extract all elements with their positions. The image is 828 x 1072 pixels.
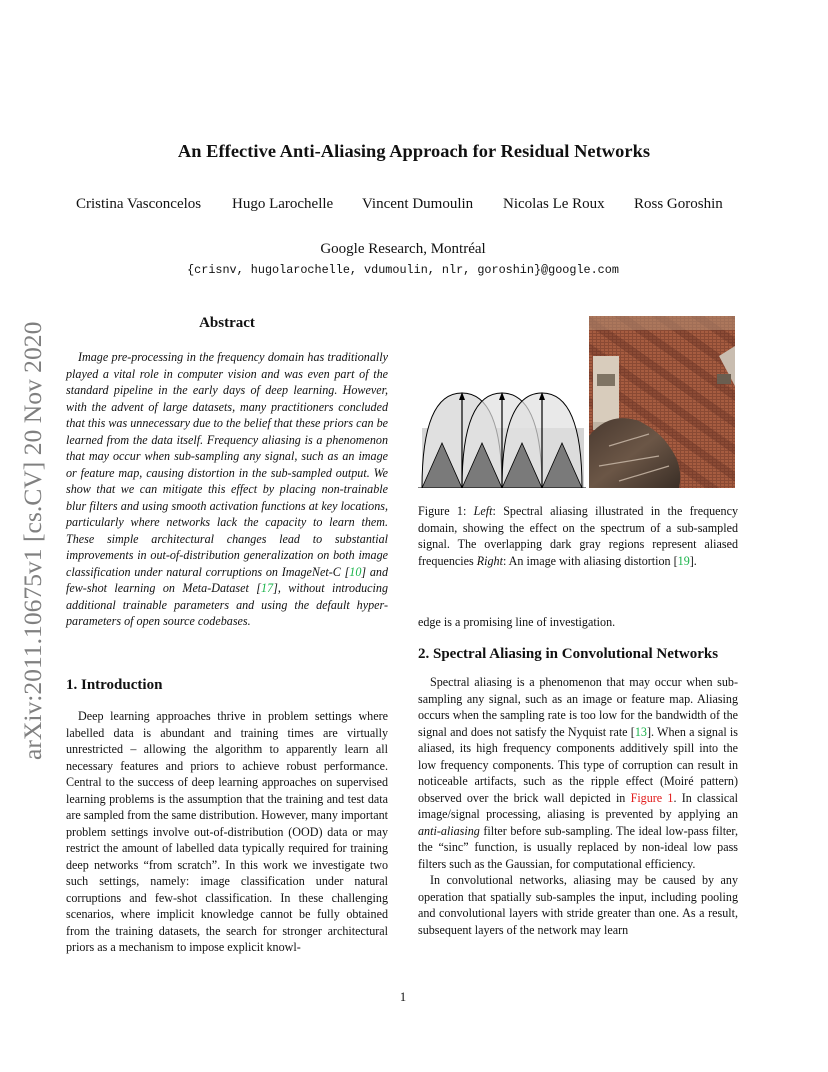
abstract-text: Image pre-processing in the frequency domain has traditionally played a vital role in computer vision and was even part of the standard pipeline in the early days of deep learning. However, with the advent of large datasets, many practitioners concluded that this was unnecessary due to the belief that these priors can be learned from the data itself. Frequency aliasing is a phenomenon that may occur when sub-sampling any signal, such as an image or feature map, causing distortion in the sub-sampled output. We show that we can mitigate this effect by placing non-trainable blur filters and using smooth activation functions at key locations, particularly where networks lack the capacity to learn them. These simple architectural changes lead to substantial improvements in out-of-distribution generalization on both image classification under natural corruptions on ImageNet-C [10] and few-shot learning on Meta-Dataset [17], without introducing additional trainable parameters and using the default hyper-parameters of open source codebases. — [66, 350, 388, 628]
author-name: Ross Goroshin — [634, 196, 723, 212]
citation-link[interactable]: 13 — [634, 724, 647, 739]
author-name: Nicolas Le Roux — [503, 196, 605, 212]
arxiv-stamp: arXiv:2011.10675v1 [cs.CV] 20 Nov 2020 — [18, 321, 47, 760]
paragraph: In convolutional networks, aliasing may be caused by any operation that spatially sub-samples the input, including pooling and convolutional layers with stride greater than one. As a result, subsequent layers of the network may learn — [418, 873, 738, 937]
continued-text: edge is a promising line of investigation. — [418, 615, 616, 629]
section-2-text — [418, 674, 738, 938]
introduction-text: Deep learning approaches thrive in problem settings where labelled data is abundant and training times are virtually unrestricted – allowing the algorithm to apparently learn all necessary features and priors to achieve robust performance. Central to the success of deep learning approaches on supervised learning problems is the assumption that the training and test data are sampled from the same distribution. However, many important problem settings involve out-of-distribution (OOD) data or may restrict the amount of labelled data typically required for training deep networks “from scratch”. In this work we investigate two such settings, namely: image classification under natural corruptions and few-shot classification. In these challenging scenarios, where implicit knowledge cannot be fully obtained from the training datasets, the search for stronger architectural priors as a mechanism to impose explicit knowl- — [66, 709, 388, 954]
author-emails: {crisnv, hugolarochelle, vdumoulin, nlr, goroshin}@google.com — [187, 263, 619, 277]
author-name: Hugo Larochelle — [232, 196, 334, 212]
author-name: Cristina Vasconcelos — [76, 196, 202, 212]
citation-link[interactable]: 10 — [349, 564, 362, 579]
citation-link[interactable]: 17 — [261, 581, 274, 595]
section-heading-introduction: 1. Introduction — [66, 677, 163, 693]
figure-1-caption: Figure 1: Left: Spectral aliasing illustrated in the frequency domain, showing the effect on the spectrum of a sub-sampled signal. The overlapping dark gray regions represent aliased frequencies Right: An image with aliasing distortion [19]. — [418, 504, 738, 568]
affiliation: Google Research, Montréal — [320, 241, 486, 257]
spectral-aliasing-figure — [418, 388, 586, 488]
author-name: Vincent Dumoulin — [362, 196, 474, 212]
page-number: 1 — [399, 990, 407, 1004]
abstract-heading: Abstract — [199, 315, 255, 331]
section-heading-spectral-aliasing: 2. Spectral Aliasing in Convolutional Networks — [418, 646, 719, 662]
paragraph: Spectral aliasing is a phenomenon that may occur when sub-sampling any signal, such as an image or feature map. Aliasing occurs when the sampling rate is too low for the bandwidth of the signal and does not satisfy the Nyquist rate [13]. When a signal is aliased, its high frequency components additively spill into the low frequency components. This type of corruption can result in noticeable artifacts, such as the ripple effect (Moiré pattern) observed over the brick wall depicted in Figure 1. In classical image/signal processing, aliasing is prevented by applying an anti-aliasing filter before sub-sampling. The ideal low-pass filter, the “sinc” function, is usually replaced by non-ideal low pass filters such as the Gaussian, for computational efficiency. — [418, 675, 738, 871]
aliased-brick-wall-photo — [589, 316, 735, 488]
paper-title: An Effective Anti-Aliasing Approach for Residual Networks — [177, 141, 651, 161]
figure-reference-link[interactable]: Figure 1 — [630, 790, 674, 805]
citation-link[interactable]: 19 — [677, 553, 690, 568]
